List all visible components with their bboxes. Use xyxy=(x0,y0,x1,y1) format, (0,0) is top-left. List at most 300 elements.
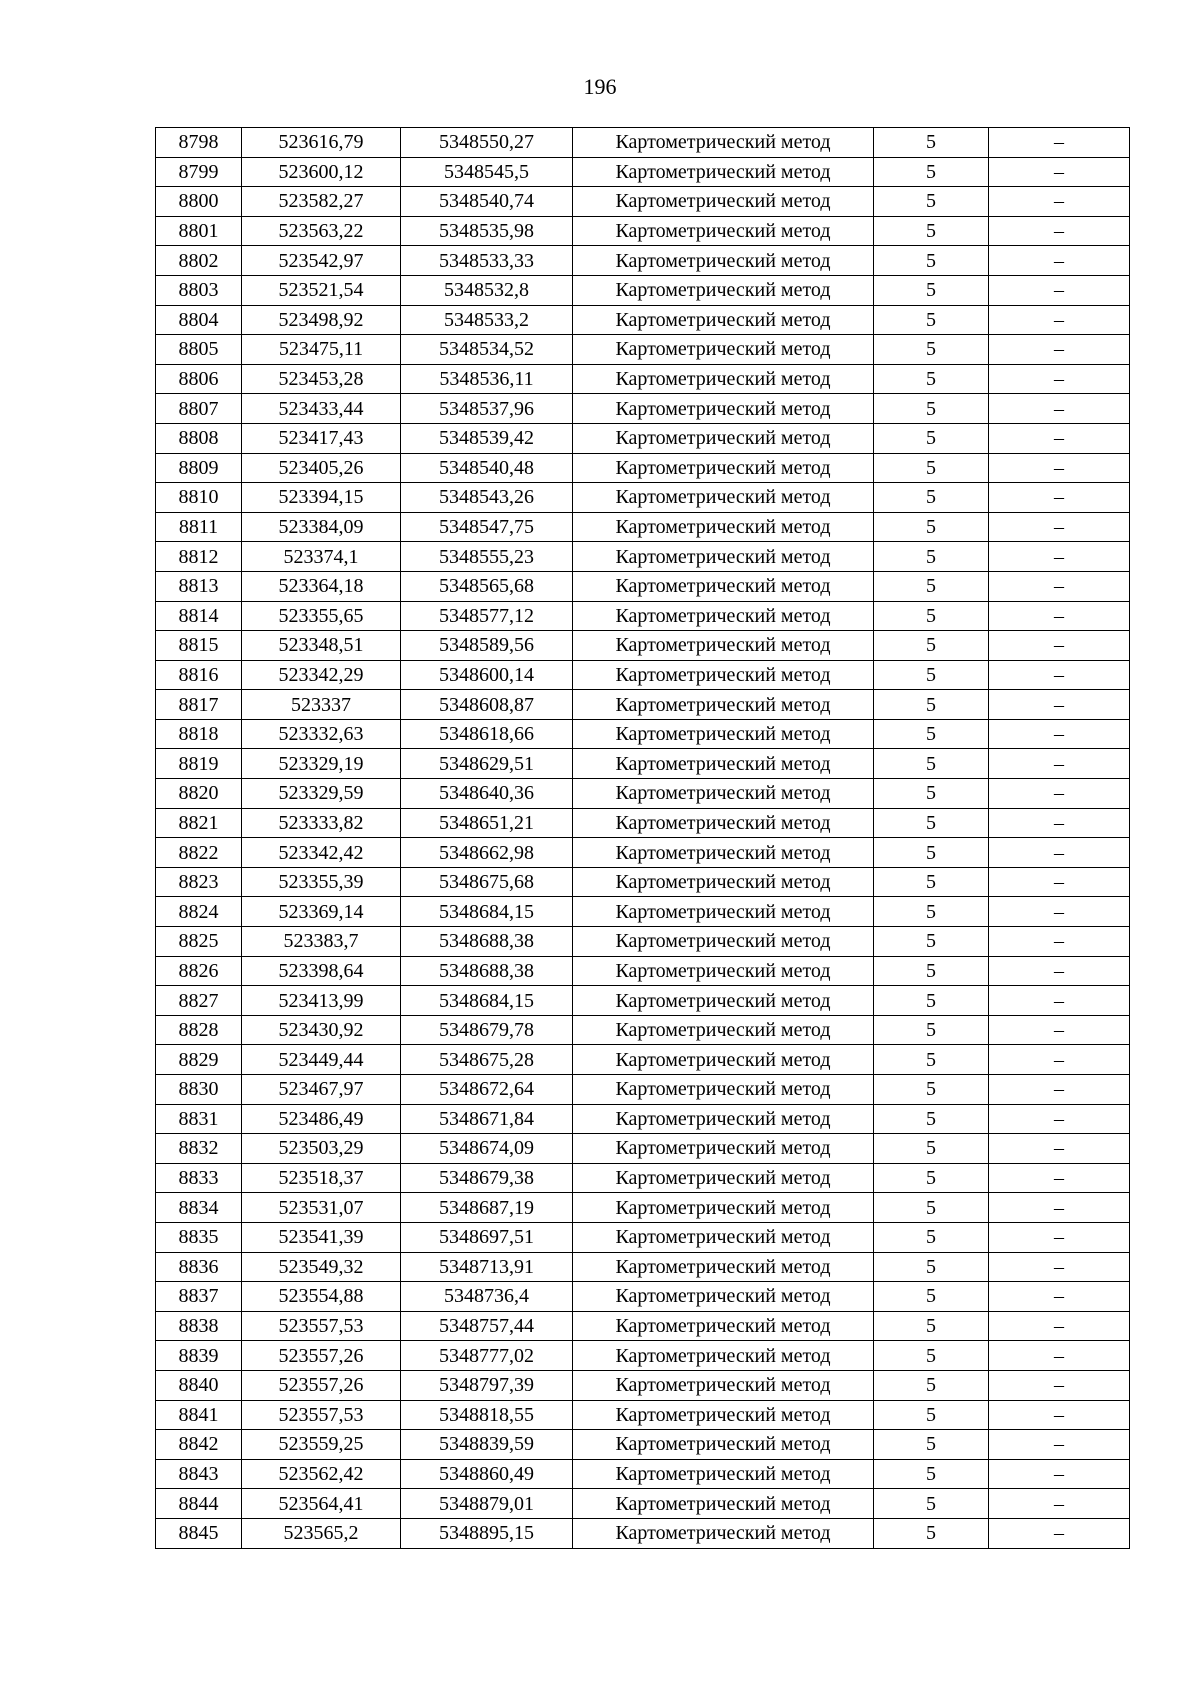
accuracy-cell: 5 xyxy=(874,927,989,957)
table-row xyxy=(156,1459,1130,1489)
description-cell: – xyxy=(989,1222,1130,1252)
y-coordinate-cell: 5348536,11 xyxy=(401,364,573,394)
table-row xyxy=(156,690,1130,720)
table-row xyxy=(156,808,1130,838)
y-coordinate-cell: 5348651,21 xyxy=(401,808,573,838)
table-row xyxy=(156,779,1130,809)
point-number-cell: 8817 xyxy=(156,690,242,720)
description-cell: – xyxy=(989,1518,1130,1548)
description-cell: – xyxy=(989,453,1130,483)
accuracy-cell: 5 xyxy=(874,483,989,513)
table-row xyxy=(156,423,1130,453)
method-cell: Картометрический метод xyxy=(573,423,874,453)
table-row xyxy=(156,128,1130,158)
description-cell: – xyxy=(989,216,1130,246)
table-row xyxy=(156,631,1130,661)
table-row xyxy=(156,1370,1130,1400)
description-cell: – xyxy=(989,512,1130,542)
x-coordinate-cell: 523329,59 xyxy=(242,779,401,809)
description-cell: – xyxy=(989,394,1130,424)
y-coordinate-cell: 5348736,4 xyxy=(401,1282,573,1312)
point-number-cell: 8812 xyxy=(156,542,242,572)
method-cell: Картометрический метод xyxy=(573,453,874,483)
table-row xyxy=(156,1015,1130,1045)
method-cell: Картометрический метод xyxy=(573,1104,874,1134)
y-coordinate-cell: 5348539,42 xyxy=(401,423,573,453)
accuracy-cell: 5 xyxy=(874,1370,989,1400)
x-coordinate-cell: 523364,18 xyxy=(242,571,401,601)
method-cell: Картометрический метод xyxy=(573,749,874,779)
accuracy-cell: 5 xyxy=(874,660,989,690)
description-cell: – xyxy=(989,897,1130,927)
table-row xyxy=(156,1193,1130,1223)
point-number-cell: 8825 xyxy=(156,927,242,957)
table-row xyxy=(156,453,1130,483)
y-coordinate-cell: 5348818,55 xyxy=(401,1400,573,1430)
accuracy-cell: 5 xyxy=(874,1015,989,1045)
method-cell: Картометрический метод xyxy=(573,275,874,305)
method-cell: Картометрический метод xyxy=(573,1134,874,1164)
y-coordinate-cell: 5348757,44 xyxy=(401,1311,573,1341)
x-coordinate-cell: 523449,44 xyxy=(242,1045,401,1075)
point-number-cell: 8827 xyxy=(156,986,242,1016)
description-cell: – xyxy=(989,601,1130,631)
table-row xyxy=(156,335,1130,365)
method-cell: Картометрический метод xyxy=(573,187,874,217)
y-coordinate-cell: 5348640,36 xyxy=(401,779,573,809)
point-number-cell: 8836 xyxy=(156,1252,242,1282)
accuracy-cell: 5 xyxy=(874,453,989,483)
y-coordinate-cell: 5348895,15 xyxy=(401,1518,573,1548)
accuracy-cell: 5 xyxy=(874,1282,989,1312)
x-coordinate-cell: 523332,63 xyxy=(242,719,401,749)
accuracy-cell: 5 xyxy=(874,867,989,897)
point-number-cell: 8831 xyxy=(156,1104,242,1134)
point-number-cell: 8811 xyxy=(156,512,242,542)
x-coordinate-cell: 523541,39 xyxy=(242,1222,401,1252)
x-coordinate-cell: 523542,97 xyxy=(242,246,401,276)
x-coordinate-cell: 523467,97 xyxy=(242,1075,401,1105)
table-row xyxy=(156,601,1130,631)
accuracy-cell: 5 xyxy=(874,749,989,779)
table-row xyxy=(156,1341,1130,1371)
point-number-cell: 8838 xyxy=(156,1311,242,1341)
x-coordinate-cell: 523342,29 xyxy=(242,660,401,690)
method-cell: Картометрический метод xyxy=(573,1370,874,1400)
table-row xyxy=(156,542,1130,572)
y-coordinate-cell: 5348550,27 xyxy=(401,128,573,158)
description-cell: – xyxy=(989,335,1130,365)
point-number-cell: 8837 xyxy=(156,1282,242,1312)
y-coordinate-cell: 5348679,38 xyxy=(401,1163,573,1193)
x-coordinate-cell: 523531,07 xyxy=(242,1193,401,1223)
y-coordinate-cell: 5348684,15 xyxy=(401,986,573,1016)
description-cell: – xyxy=(989,483,1130,513)
description-cell: – xyxy=(989,423,1130,453)
table-row xyxy=(156,1430,1130,1460)
y-coordinate-cell: 5348675,68 xyxy=(401,867,573,897)
point-number-cell: 8833 xyxy=(156,1163,242,1193)
x-coordinate-cell: 523369,14 xyxy=(242,897,401,927)
x-coordinate-cell: 523557,53 xyxy=(242,1311,401,1341)
y-coordinate-cell: 5348688,38 xyxy=(401,927,573,957)
method-cell: Картометрический метод xyxy=(573,956,874,986)
method-cell: Картометрический метод xyxy=(573,1222,874,1252)
x-coordinate-cell: 523433,44 xyxy=(242,394,401,424)
accuracy-cell: 5 xyxy=(874,956,989,986)
description-cell: – xyxy=(989,1489,1130,1519)
description-cell: – xyxy=(989,690,1130,720)
point-number-cell: 8830 xyxy=(156,1075,242,1105)
table-row xyxy=(156,1282,1130,1312)
y-coordinate-cell: 5348674,09 xyxy=(401,1134,573,1164)
table-row xyxy=(156,956,1130,986)
method-cell: Картометрический метод xyxy=(573,128,874,158)
method-cell: Картометрический метод xyxy=(573,1518,874,1548)
y-coordinate-cell: 5348537,96 xyxy=(401,394,573,424)
accuracy-cell: 5 xyxy=(874,1400,989,1430)
accuracy-cell: 5 xyxy=(874,512,989,542)
x-coordinate-cell: 523398,64 xyxy=(242,956,401,986)
description-cell: – xyxy=(989,1163,1130,1193)
point-number-cell: 8832 xyxy=(156,1134,242,1164)
description-cell: – xyxy=(989,1193,1130,1223)
x-coordinate-cell: 523557,26 xyxy=(242,1370,401,1400)
method-cell: Картометрический метод xyxy=(573,512,874,542)
description-cell: – xyxy=(989,187,1130,217)
description-cell: – xyxy=(989,1075,1130,1105)
method-cell: Картометрический метод xyxy=(573,719,874,749)
y-coordinate-cell: 5348688,38 xyxy=(401,956,573,986)
table-row xyxy=(156,157,1130,187)
x-coordinate-cell: 523475,11 xyxy=(242,335,401,365)
y-coordinate-cell: 5348672,64 xyxy=(401,1075,573,1105)
table-row xyxy=(156,927,1130,957)
accuracy-cell: 5 xyxy=(874,808,989,838)
accuracy-cell: 5 xyxy=(874,1045,989,1075)
table-row xyxy=(156,394,1130,424)
description-cell: – xyxy=(989,1015,1130,1045)
y-coordinate-cell: 5348675,28 xyxy=(401,1045,573,1075)
method-cell: Картометрический метод xyxy=(573,246,874,276)
description-cell: – xyxy=(989,927,1130,957)
point-number-cell: 8818 xyxy=(156,719,242,749)
table-row xyxy=(156,1252,1130,1282)
x-coordinate-cell: 523453,28 xyxy=(242,364,401,394)
method-cell: Картометрический метод xyxy=(573,1282,874,1312)
point-number-cell: 8824 xyxy=(156,897,242,927)
x-coordinate-cell: 523486,49 xyxy=(242,1104,401,1134)
description-cell: – xyxy=(989,1430,1130,1460)
x-coordinate-cell: 523329,19 xyxy=(242,749,401,779)
accuracy-cell: 5 xyxy=(874,779,989,809)
accuracy-cell: 5 xyxy=(874,216,989,246)
table-row xyxy=(156,1518,1130,1548)
accuracy-cell: 5 xyxy=(874,1341,989,1371)
method-cell: Картометрический метод xyxy=(573,1075,874,1105)
description-cell: – xyxy=(989,275,1130,305)
x-coordinate-cell: 523342,42 xyxy=(242,838,401,868)
point-number-cell: 8807 xyxy=(156,394,242,424)
accuracy-cell: 5 xyxy=(874,335,989,365)
point-number-cell: 8835 xyxy=(156,1222,242,1252)
y-coordinate-cell: 5348879,01 xyxy=(401,1489,573,1519)
point-number-cell: 8845 xyxy=(156,1518,242,1548)
description-cell: – xyxy=(989,1282,1130,1312)
description-cell: – xyxy=(989,1370,1130,1400)
method-cell: Картометрический метод xyxy=(573,364,874,394)
accuracy-cell: 5 xyxy=(874,423,989,453)
y-coordinate-cell: 5348662,98 xyxy=(401,838,573,868)
accuracy-cell: 5 xyxy=(874,1459,989,1489)
method-cell: Картометрический метод xyxy=(573,1489,874,1519)
accuracy-cell: 5 xyxy=(874,542,989,572)
point-number-cell: 8843 xyxy=(156,1459,242,1489)
x-coordinate-cell: 523582,27 xyxy=(242,187,401,217)
x-coordinate-cell: 523417,43 xyxy=(242,423,401,453)
method-cell: Картометрический метод xyxy=(573,305,874,335)
accuracy-cell: 5 xyxy=(874,1222,989,1252)
method-cell: Картометрический метод xyxy=(573,631,874,661)
y-coordinate-cell: 5348545,5 xyxy=(401,157,573,187)
method-cell: Картометрический метод xyxy=(573,897,874,927)
coordinates-table-body xyxy=(156,128,1130,1549)
accuracy-cell: 5 xyxy=(874,1489,989,1519)
accuracy-cell: 5 xyxy=(874,246,989,276)
accuracy-cell: 5 xyxy=(874,305,989,335)
accuracy-cell: 5 xyxy=(874,1075,989,1105)
point-number-cell: 8805 xyxy=(156,335,242,365)
description-cell: – xyxy=(989,808,1130,838)
method-cell: Картометрический метод xyxy=(573,779,874,809)
point-number-cell: 8799 xyxy=(156,157,242,187)
accuracy-cell: 5 xyxy=(874,1430,989,1460)
y-coordinate-cell: 5348532,8 xyxy=(401,275,573,305)
y-coordinate-cell: 5348555,23 xyxy=(401,542,573,572)
table-row xyxy=(156,1400,1130,1430)
x-coordinate-cell: 523554,88 xyxy=(242,1282,401,1312)
description-cell: – xyxy=(989,867,1130,897)
x-coordinate-cell: 523616,79 xyxy=(242,128,401,158)
point-number-cell: 8802 xyxy=(156,246,242,276)
method-cell: Картометрический метод xyxy=(573,157,874,187)
point-number-cell: 8844 xyxy=(156,1489,242,1519)
accuracy-cell: 5 xyxy=(874,157,989,187)
method-cell: Картометрический метод xyxy=(573,1252,874,1282)
y-coordinate-cell: 5348540,48 xyxy=(401,453,573,483)
description-cell: – xyxy=(989,246,1130,276)
x-coordinate-cell: 523503,29 xyxy=(242,1134,401,1164)
accuracy-cell: 5 xyxy=(874,1252,989,1282)
accuracy-cell: 5 xyxy=(874,1193,989,1223)
table-row xyxy=(156,1489,1130,1519)
table-row xyxy=(156,1222,1130,1252)
description-cell: – xyxy=(989,1400,1130,1430)
y-coordinate-cell: 5348540,74 xyxy=(401,187,573,217)
method-cell: Картометрический метод xyxy=(573,808,874,838)
table-row xyxy=(156,986,1130,1016)
x-coordinate-cell: 523565,2 xyxy=(242,1518,401,1548)
x-coordinate-cell: 523600,12 xyxy=(242,157,401,187)
y-coordinate-cell: 5348679,78 xyxy=(401,1015,573,1045)
x-coordinate-cell: 523394,15 xyxy=(242,483,401,513)
x-coordinate-cell: 523384,09 xyxy=(242,512,401,542)
y-coordinate-cell: 5348860,49 xyxy=(401,1459,573,1489)
description-cell: – xyxy=(989,1104,1130,1134)
point-number-cell: 8816 xyxy=(156,660,242,690)
x-coordinate-cell: 523559,25 xyxy=(242,1430,401,1460)
accuracy-cell: 5 xyxy=(874,838,989,868)
point-number-cell: 8819 xyxy=(156,749,242,779)
accuracy-cell: 5 xyxy=(874,128,989,158)
point-number-cell: 8840 xyxy=(156,1370,242,1400)
accuracy-cell: 5 xyxy=(874,897,989,927)
table-row xyxy=(156,897,1130,927)
description-cell: – xyxy=(989,364,1130,394)
accuracy-cell: 5 xyxy=(874,690,989,720)
y-coordinate-cell: 5348797,39 xyxy=(401,1370,573,1400)
method-cell: Картометрический метод xyxy=(573,1341,874,1371)
point-number-cell: 8810 xyxy=(156,483,242,513)
x-coordinate-cell: 523374,1 xyxy=(242,542,401,572)
table-row xyxy=(156,719,1130,749)
y-coordinate-cell: 5348608,87 xyxy=(401,690,573,720)
y-coordinate-cell: 5348777,02 xyxy=(401,1341,573,1371)
x-coordinate-cell: 523430,92 xyxy=(242,1015,401,1045)
method-cell: Картометрический метод xyxy=(573,986,874,1016)
point-number-cell: 8828 xyxy=(156,1015,242,1045)
method-cell: Картометрический метод xyxy=(573,483,874,513)
accuracy-cell: 5 xyxy=(874,1518,989,1548)
method-cell: Картометрический метод xyxy=(573,542,874,572)
point-number-cell: 8803 xyxy=(156,275,242,305)
description-cell: – xyxy=(989,542,1130,572)
accuracy-cell: 5 xyxy=(874,364,989,394)
description-cell: – xyxy=(989,1341,1130,1371)
description-cell: – xyxy=(989,1311,1130,1341)
accuracy-cell: 5 xyxy=(874,394,989,424)
point-number-cell: 8806 xyxy=(156,364,242,394)
method-cell: Картометрический метод xyxy=(573,394,874,424)
point-number-cell: 8841 xyxy=(156,1400,242,1430)
y-coordinate-cell: 5348577,12 xyxy=(401,601,573,631)
point-number-cell: 8842 xyxy=(156,1430,242,1460)
table-row xyxy=(156,216,1130,246)
table-row xyxy=(156,187,1130,217)
y-coordinate-cell: 5348547,75 xyxy=(401,512,573,542)
x-coordinate-cell: 523337 xyxy=(242,690,401,720)
table-row xyxy=(156,1045,1130,1075)
method-cell: Картометрический метод xyxy=(573,838,874,868)
y-coordinate-cell: 5348589,56 xyxy=(401,631,573,661)
table-row xyxy=(156,1104,1130,1134)
y-coordinate-cell: 5348533,33 xyxy=(401,246,573,276)
y-coordinate-cell: 5348533,2 xyxy=(401,305,573,335)
point-number-cell: 8813 xyxy=(156,571,242,601)
method-cell: Картометрический метод xyxy=(573,1193,874,1223)
table-row xyxy=(156,483,1130,513)
accuracy-cell: 5 xyxy=(874,187,989,217)
x-coordinate-cell: 523355,65 xyxy=(242,601,401,631)
method-cell: Картометрический метод xyxy=(573,1045,874,1075)
method-cell: Картометрический метод xyxy=(573,1015,874,1045)
page-number: 196 xyxy=(583,74,617,99)
description-cell: – xyxy=(989,719,1130,749)
method-cell: Картометрический метод xyxy=(573,216,874,246)
accuracy-cell: 5 xyxy=(874,601,989,631)
point-number-cell: 8814 xyxy=(156,601,242,631)
point-number-cell: 8823 xyxy=(156,867,242,897)
method-cell: Картометрический метод xyxy=(573,1430,874,1460)
point-number-cell: 8801 xyxy=(156,216,242,246)
method-cell: Картометрический метод xyxy=(573,1163,874,1193)
description-cell: – xyxy=(989,779,1130,809)
accuracy-cell: 5 xyxy=(874,1163,989,1193)
y-coordinate-cell: 5348535,98 xyxy=(401,216,573,246)
method-cell: Картометрический метод xyxy=(573,571,874,601)
x-coordinate-cell: 523549,32 xyxy=(242,1252,401,1282)
table-row xyxy=(156,1134,1130,1164)
method-cell: Картометрический метод xyxy=(573,601,874,631)
point-number-cell: 8800 xyxy=(156,187,242,217)
description-cell: – xyxy=(989,749,1130,779)
table-row xyxy=(156,1075,1130,1105)
point-number-cell: 8822 xyxy=(156,838,242,868)
description-cell: – xyxy=(989,660,1130,690)
description-cell: – xyxy=(989,1045,1130,1075)
y-coordinate-cell: 5348565,68 xyxy=(401,571,573,601)
point-number-cell: 8834 xyxy=(156,1193,242,1223)
method-cell: Картометрический метод xyxy=(573,1459,874,1489)
description-cell: – xyxy=(989,631,1130,661)
point-number-cell: 8815 xyxy=(156,631,242,661)
method-cell: Картометрический метод xyxy=(573,1311,874,1341)
table-row xyxy=(156,1311,1130,1341)
table-row xyxy=(156,1163,1130,1193)
x-coordinate-cell: 523521,54 xyxy=(242,275,401,305)
accuracy-cell: 5 xyxy=(874,571,989,601)
y-coordinate-cell: 5348684,15 xyxy=(401,897,573,927)
accuracy-cell: 5 xyxy=(874,631,989,661)
method-cell: Картометрический метод xyxy=(573,867,874,897)
description-cell: – xyxy=(989,1459,1130,1489)
x-coordinate-cell: 523564,41 xyxy=(242,1489,401,1519)
table-row xyxy=(156,660,1130,690)
method-cell: Картометрический метод xyxy=(573,335,874,365)
table-row xyxy=(156,749,1130,779)
description-cell: – xyxy=(989,128,1130,158)
table-row xyxy=(156,305,1130,335)
y-coordinate-cell: 5348600,14 xyxy=(401,660,573,690)
table-row xyxy=(156,571,1130,601)
x-coordinate-cell: 523562,42 xyxy=(242,1459,401,1489)
method-cell: Картометрический метод xyxy=(573,660,874,690)
point-number-cell: 8829 xyxy=(156,1045,242,1075)
table-row xyxy=(156,838,1130,868)
accuracy-cell: 5 xyxy=(874,986,989,1016)
description-cell: – xyxy=(989,1134,1130,1164)
table-row xyxy=(156,867,1130,897)
x-coordinate-cell: 523563,22 xyxy=(242,216,401,246)
table-row xyxy=(156,512,1130,542)
point-number-cell: 8820 xyxy=(156,779,242,809)
point-number-cell: 8798 xyxy=(156,128,242,158)
description-cell: – xyxy=(989,956,1130,986)
accuracy-cell: 5 xyxy=(874,275,989,305)
x-coordinate-cell: 523405,26 xyxy=(242,453,401,483)
description-cell: – xyxy=(989,571,1130,601)
x-coordinate-cell: 523498,92 xyxy=(242,305,401,335)
